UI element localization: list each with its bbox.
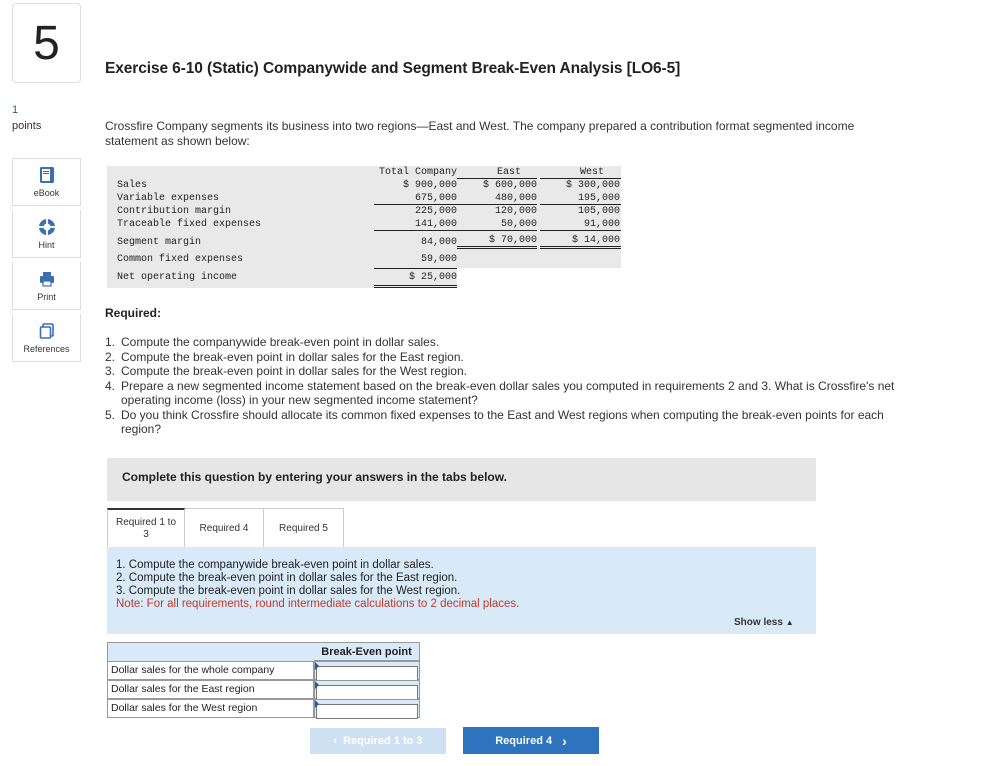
income-statement <box>107 166 621 268</box>
row-total: $ 25,000 <box>408 272 457 283</box>
show-less-link[interactable] <box>734 617 794 628</box>
requirement-item: 3. Compute the break-even point in dollar sales for the West region. <box>105 364 467 378</box>
header-spacer <box>107 642 314 662</box>
requirement-item: 2. Compute the break-even point in dollar sales for the East region. <box>105 349 464 364</box>
row-label: Contribution margin <box>117 206 232 217</box>
row-west: 91,000 <box>583 219 620 230</box>
requirements-list <box>105 335 895 437</box>
chevron-left-icon: ‹ <box>333 735 338 747</box>
requirement-item: 5. Do you think Crossfire should allocate its common fixed expenses to the East and West regions when computing the break-even points for each region? <box>105 407 884 436</box>
break-even-company-input[interactable] <box>316 666 418 681</box>
show-less-label: Show less <box>734 617 783 628</box>
references-button[interactable] <box>12 314 81 362</box>
row-label: Common fixed expenses <box>117 254 244 265</box>
row-east: 120,000 <box>494 206 537 217</box>
tab-required-5[interactable]: Required 5 <box>264 508 344 548</box>
panel-line: 2. Compute the break-even point in dollar sales for the East region. <box>116 572 458 584</box>
row-label: Variable expenses <box>117 193 220 204</box>
row-east: $ 70,000 <box>488 235 537 246</box>
print-label: Print <box>37 291 56 302</box>
required-heading: Required: <box>105 306 162 320</box>
instructions-banner: Complete this question by entering your answers in the tabs below. <box>107 458 816 501</box>
break-even-west-input[interactable] <box>316 704 418 719</box>
row-label: Traceable fixed expenses <box>117 219 262 230</box>
references-label: References <box>23 343 70 354</box>
column-header: Break-Even point <box>313 642 420 661</box>
intro-text: Crossfire Company segments its business into two regions—East and West. The company prepared a contribution format segmented income statement as shown below: <box>105 119 855 148</box>
prev-tab-button[interactable] <box>310 728 446 754</box>
row-total: 141,000 <box>414 219 457 230</box>
page-title: Exercise 6-10 (Static) Companywide and Segment Break-Even Analysis [LO6-5] <box>105 60 681 77</box>
ebook-label: eBook <box>33 188 60 198</box>
answer-row-label: Dollar sales for the West region <box>107 699 314 718</box>
row-west: 195,000 <box>577 193 620 204</box>
row-west: 105,000 <box>577 206 620 217</box>
rounding-note: Note: For all requirements, round intermediate calculations to 2 decimal places. <box>116 598 520 610</box>
ebook-button[interactable] <box>12 158 81 206</box>
caret-up-icon: ▲ <box>785 618 794 627</box>
row-west: $ 14,000 <box>571 235 620 246</box>
row-east: 50,000 <box>500 219 537 230</box>
hint-label: Hint <box>38 239 55 250</box>
points-value: 1 <box>12 104 19 116</box>
tab-bar <box>107 508 344 548</box>
header-west: West <box>579 167 604 178</box>
requirement-item: 4. Prepare a new segmented income statement based on the break-even dollar sales you computed in requirements 2 and 3. What is Crossfire's net operating income (loss) in your new segmented income statement? <box>105 378 895 407</box>
tab-required-1-to-3[interactable]: Required 1 to 3 <box>107 508 185 548</box>
next-tab-label: Required 4 <box>495 734 553 747</box>
row-east: $ 600,000 <box>482 180 537 191</box>
row-total: 225,000 <box>414 206 457 217</box>
question-number: 5 <box>12 3 81 83</box>
row-total: 675,000 <box>414 193 457 204</box>
header-east: East <box>496 167 521 178</box>
tab-panel <box>107 547 816 634</box>
next-tab-button[interactable] <box>463 727 599 754</box>
row-west: $ 300,000 <box>565 180 620 191</box>
print-icon <box>38 270 56 288</box>
answer-cell <box>314 661 420 680</box>
panel-line: 1. Compute the companywide break-even point in dollar sales. <box>116 559 434 571</box>
hint-icon <box>38 218 56 236</box>
answer-row-label: Dollar sales for the East region <box>107 680 314 699</box>
row-east: 480,000 <box>494 193 537 204</box>
row-label: Net operating income <box>117 272 238 283</box>
references-icon <box>38 322 56 340</box>
panel-line: 3. Compute the break-even point in dollar sales for the West region. <box>116 585 461 597</box>
requirement-item: 1. Compute the companywide break-even point in dollar sales. <box>105 335 440 349</box>
row-label: Segment margin <box>117 237 202 248</box>
break-even-east-input[interactable] <box>316 685 418 700</box>
prev-tab-label: Required 1 to 3 <box>343 735 423 747</box>
answer-cell <box>314 699 420 718</box>
book-icon <box>38 166 56 184</box>
header-total: Total Company <box>378 167 457 178</box>
row-total: $ 900,000 <box>402 180 457 191</box>
row-label: Sales <box>117 180 148 191</box>
row-total: 59,000 <box>420 254 457 265</box>
tab-required-4[interactable]: Required 4 <box>185 508 264 548</box>
statement-footer <box>107 268 457 288</box>
answer-row-label: Dollar sales for the whole company <box>107 661 314 680</box>
print-button[interactable] <box>12 262 81 310</box>
hint-button[interactable] <box>12 210 81 258</box>
points-label: points <box>12 120 42 132</box>
row-total: 84,000 <box>420 237 457 248</box>
chevron-right-icon: › <box>562 732 567 749</box>
answer-cell <box>314 680 420 699</box>
